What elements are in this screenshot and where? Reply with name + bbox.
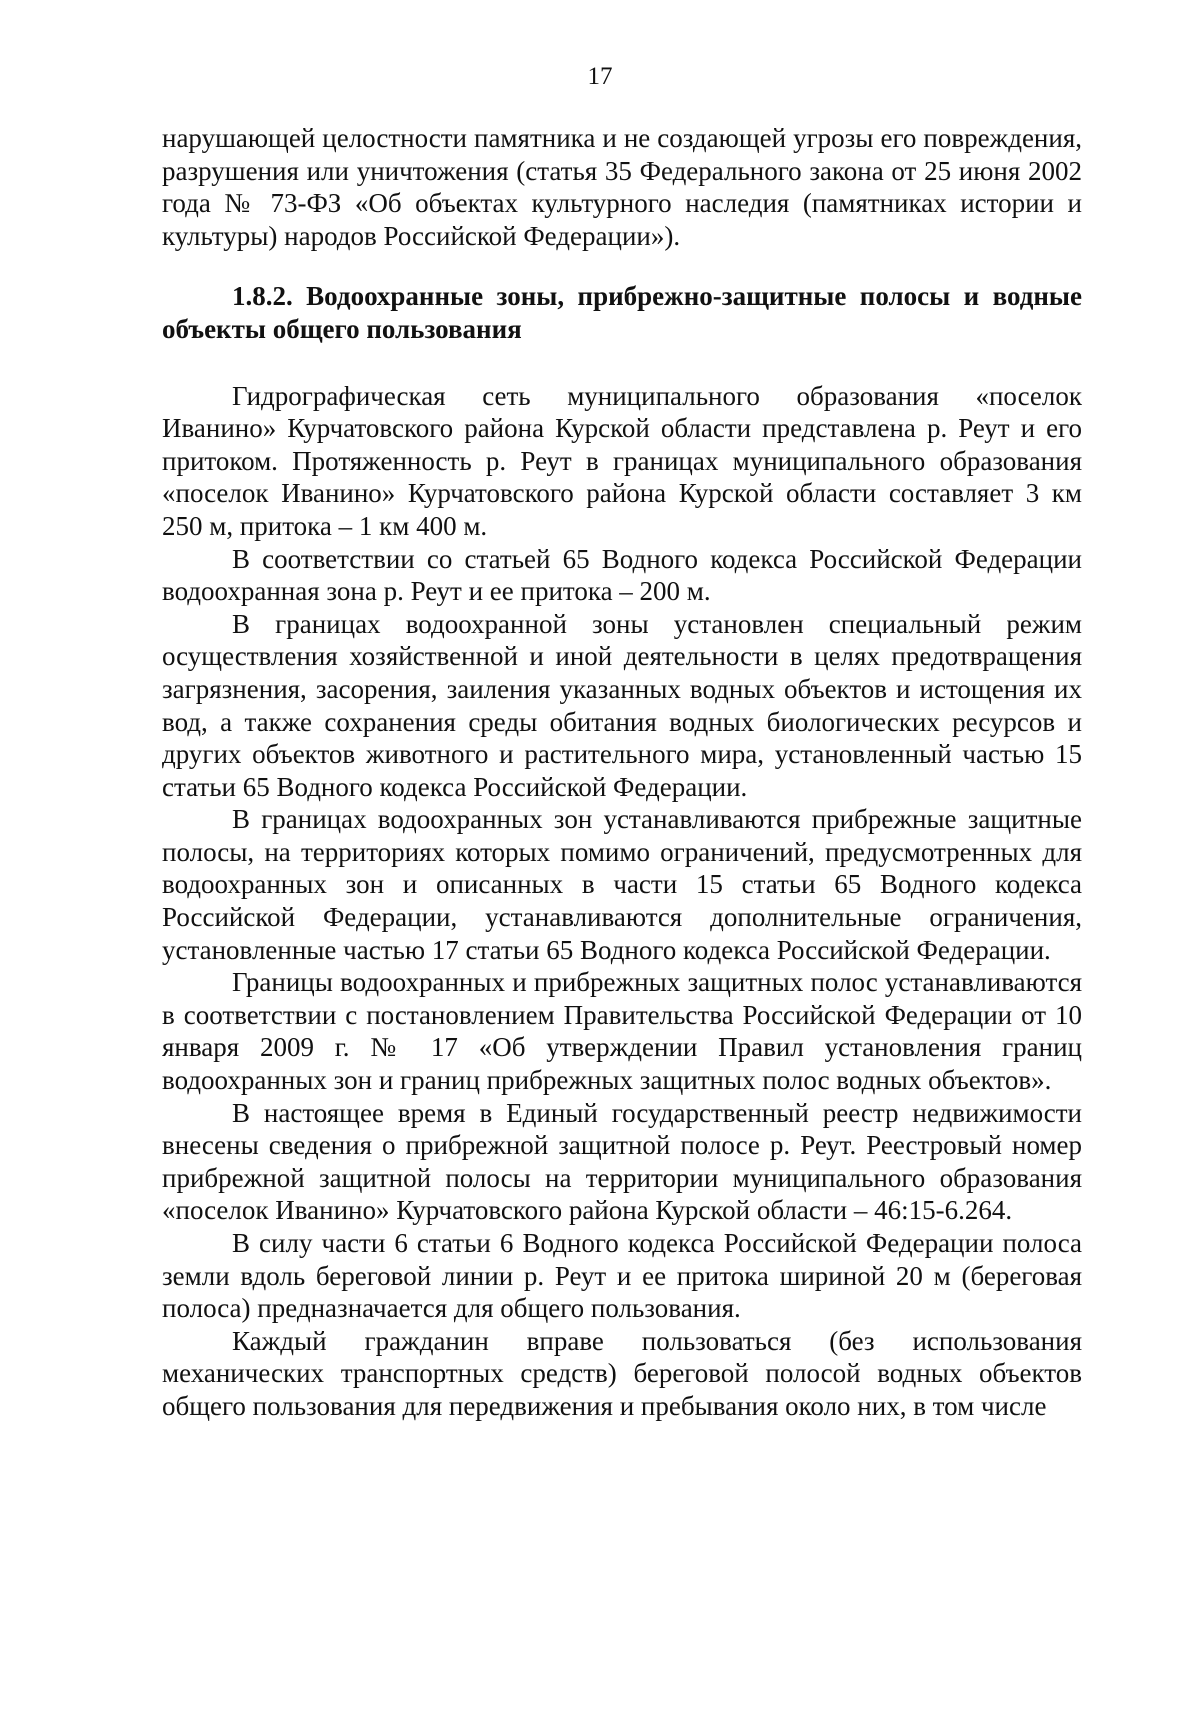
- paragraph: В соответствии со статьей 65 Водного кодекса Российской Федерации водоохранная зона р. Реут и ее притока – 200 м.: [162, 543, 1082, 607]
- paragraph: Границы водоохранных и прибрежных защитных полос устанавливаются в соответствии с постановлением Правительства Российской Федерации от 10 января 2009 г. № 17 «Об утверждении Правил установления границ водоохранных зон и границ прибрежных защитных полос водных объектов».: [162, 967, 1082, 1096]
- section-heading: 1.8.2. Водоохранные зоны, прибрежно-защитные полосы и водные объекты общего пользования: [162, 281, 1082, 344]
- paragraph: Гидрографическая сеть муниципального образования «поселок Иванино» Курчатовского района Курской области представлена р. Реут и его притоком. Протяженность р. Реут в границах муниципального образования «поселок Иванино» Курчатовского района Курской области составляет 3 км 250 м, притока – 1 км 400 м.: [162, 380, 1082, 541]
- page-number: 17: [587, 63, 613, 90]
- paragraph: Каждый гражданин вправе пользоваться (без использования механических транспортных средств) береговой полосой водных объектов общего пользования для передвижения и пребывания около них, в том числе: [162, 1325, 1082, 1421]
- page-content: [162, 122, 1082, 1423]
- paragraph: В силу части 6 статьи 6 Водного кодекса Российской Федерации полоса земли вдоль береговой линии р. Реут и ее притока шириной 20 м (береговая полоса) предназначается для общего пользования.: [162, 1228, 1082, 1324]
- paragraph: В границах водоохранных зон устанавливаются прибрежные защитные полосы, на территориях которых помимо ограничений, предусмотренных для водоохранных зон и описанных в части 15 статьи 65 Водного кодекса Российской Федерации, устанавливаются дополнительные ограничения, установленные частью 17 статьи 65 Водного кодекса Российской Федерации.: [162, 804, 1082, 965]
- paragraph-continued: нарушающей целостности памятника и не создающей угрозы его повреждения, разрушения или уничтожения (статья 35 Федерального закона от 25 июня 2002 года № 73-ФЗ «Об объектах культурного наследия (памятниках истории и культуры) народов Российской Федерации»).: [162, 123, 1082, 251]
- paragraph: В настоящее время в Единый государственный реестр недвижимости внесены сведения о прибрежной защитной полосе р. Реут. Реестровый номер прибрежной защитной полосы на территории муниципального образования «поселок Иванино» Курчатовского района Курской области – 46:15-6.264.: [162, 1097, 1082, 1226]
- paragraph: В границах водоохранной зоны установлен специальный режим осуществления хозяйственной и иной деятельности в целях предотвращения загрязнения, засорения, заиления указанных водных объектов и истощения их вод, а также сохранения среды обитания водных биологических ресурсов и других объектов животного и растительного мира, установленный частью 15 статьи 65 Водного кодекса Российской Федерации.: [162, 608, 1082, 802]
